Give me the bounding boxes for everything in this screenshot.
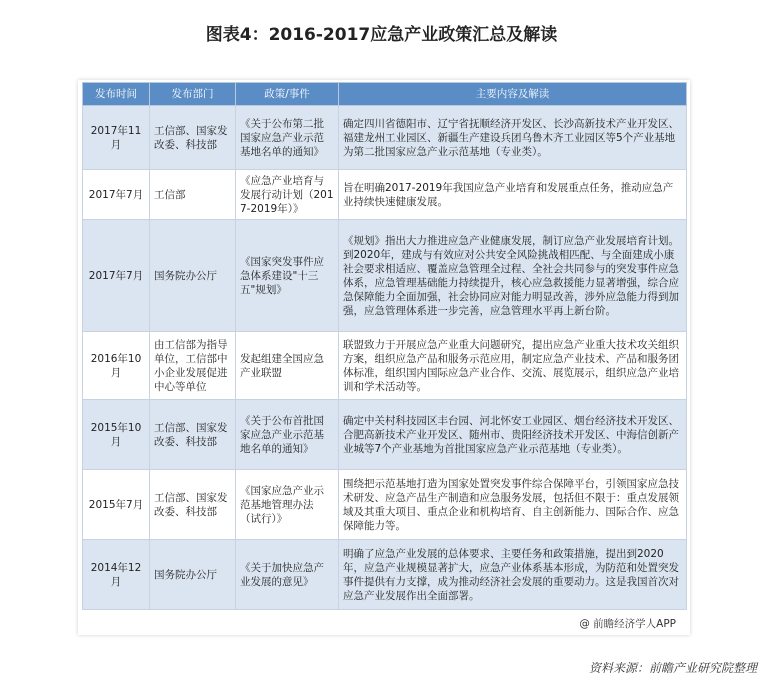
cell-dept: 工信部、国家发改委、科技部 (150, 106, 236, 170)
cell-time: 2017年7月 (83, 170, 150, 220)
table-header-row (83, 83, 687, 106)
header-content: 主要内容及解读 (339, 83, 687, 106)
cell-content: 联盟致力于开展应急产业重大问题研究，提出应急产业重大技术攻关组织方案，组织应急产品和服务示范应用，制定应急产业技术、产品和服务团体标准，组织国内国际应急产业合作、交流、展览展示，组织应急产业培训和学术活动等。 (339, 332, 687, 400)
cell-policy: 《关于加快应急产业发展的意见》 (236, 540, 339, 610)
page-title: 图表4：2016-2017应急产业政策汇总及解读 (205, 25, 558, 45)
cell-policy: 《国家突发事件应急体系建设"十三五"规划》 (236, 220, 339, 332)
source-note: 资料来源：前瞻产业研究院整理 (588, 661, 757, 675)
header-time: 发布时间 (83, 83, 150, 106)
cell-dept: 工信部 (150, 170, 236, 220)
table-row (83, 540, 687, 610)
header-policy: 政策/事件 (236, 83, 339, 106)
cell-content: 明确了应急产业发展的总体要求、主要任务和政策措施，提出到2020年，应急产业规模显著扩大，应急产业体系基本形成，为防范和处置突发事件提供有力支撑，成为推动经济社会发展的重要动力。这是我国首次对应急产业发展作出全面部署。 (339, 540, 687, 610)
policy-table-card (78, 80, 690, 635)
cell-policy: 《国家应急产业示范基地管理办法（试行）》 (236, 470, 339, 540)
cell-dept: 工信部、国家发改委、科技部 (150, 470, 236, 540)
table-row (83, 332, 687, 400)
table-row (83, 106, 687, 170)
cell-policy: 《应急产业培育与发展行动计划（2017-2019年）》 (236, 170, 339, 220)
cell-time: 2015年10月 (83, 400, 150, 470)
cell-time: 2016年10月 (83, 332, 150, 400)
cell-content: 《规划》指出大力推进应急产业健康发展，制订应急产业发展培育计划。到2020年，建成与有效应对公共安全风险挑战相匹配、与全面建成小康社会要求相适应、覆盖应急管理全过程、全社会共同参与的突发事件应急体系，应急管理基础能力持续提升，核心应急救援能力显著增强，综合应急保障能力全面加强，社会协同应对能力明显改善，涉外应急能力得到加强，应急管理体系进一步完善，应急管理水平再上新台阶。 (339, 220, 687, 332)
credit-line (579, 616, 676, 631)
cell-content: 旨在明确2017-2019年我国应急产业培育和发展重点任务，推动应急产业持续快速健康发展。 (339, 170, 687, 220)
cell-dept: 国务院办公厅 (150, 540, 236, 610)
cell-content: 确定中关村科技园区丰台园、河北怀安工业园区、烟台经济技术开发区、合肥高新技术产业开发区、随州市、贵阳经济技术开发区、中海信创新产业城等7个产业基地为首批国家应急产业示范基地（专业类）。 (339, 400, 687, 470)
cell-policy: 《关于公布第二批国家应急产业示范基地名单的通知》 (236, 106, 339, 170)
cell-time: 2014年12月 (83, 540, 150, 610)
table-row (83, 400, 687, 470)
cell-dept: 由工信部为指导单位，工信部中小企业发展促进中心等单位 (150, 332, 236, 400)
credit-text: @ 前瞻经济学人APP (579, 618, 676, 630)
table-row (83, 470, 687, 540)
cell-dept: 国务院办公厅 (150, 220, 236, 332)
cell-content: 围绕把示范基地打造为国家处置突发事件综合保障平台，引领国家应急技术研发、应急产品生产制造和应急服务发展，包括但不限于：重点发展领域及其重大项目、重点企业和机构培育、自主创新能力、国际合作、应急保障能力等。 (339, 470, 687, 540)
header-dept: 发布部门 (150, 83, 236, 106)
policy-table (82, 82, 687, 610)
table-row (83, 220, 687, 332)
table-row (83, 170, 687, 220)
cell-time: 2015年7月 (83, 470, 150, 540)
cell-policy: 发起组建全国应急产业联盟 (236, 332, 339, 400)
cell-policy: 《关于公布首批国家应急产业示范基地名单的通知》 (236, 400, 339, 470)
cell-content: 确定四川省德阳市、辽宁省抚顺经济开发区、长沙高新技术产业开发区、福建龙州工业园区、新疆生产建设兵团乌鲁木齐工业园区等5个产业基地为第二批国家应急产业示范基地（专业类）。 (339, 106, 687, 170)
cell-dept: 工信部、国家发改委、科技部 (150, 400, 236, 470)
cell-time: 2017年7月 (83, 220, 150, 332)
cell-time: 2017年11月 (83, 106, 150, 170)
